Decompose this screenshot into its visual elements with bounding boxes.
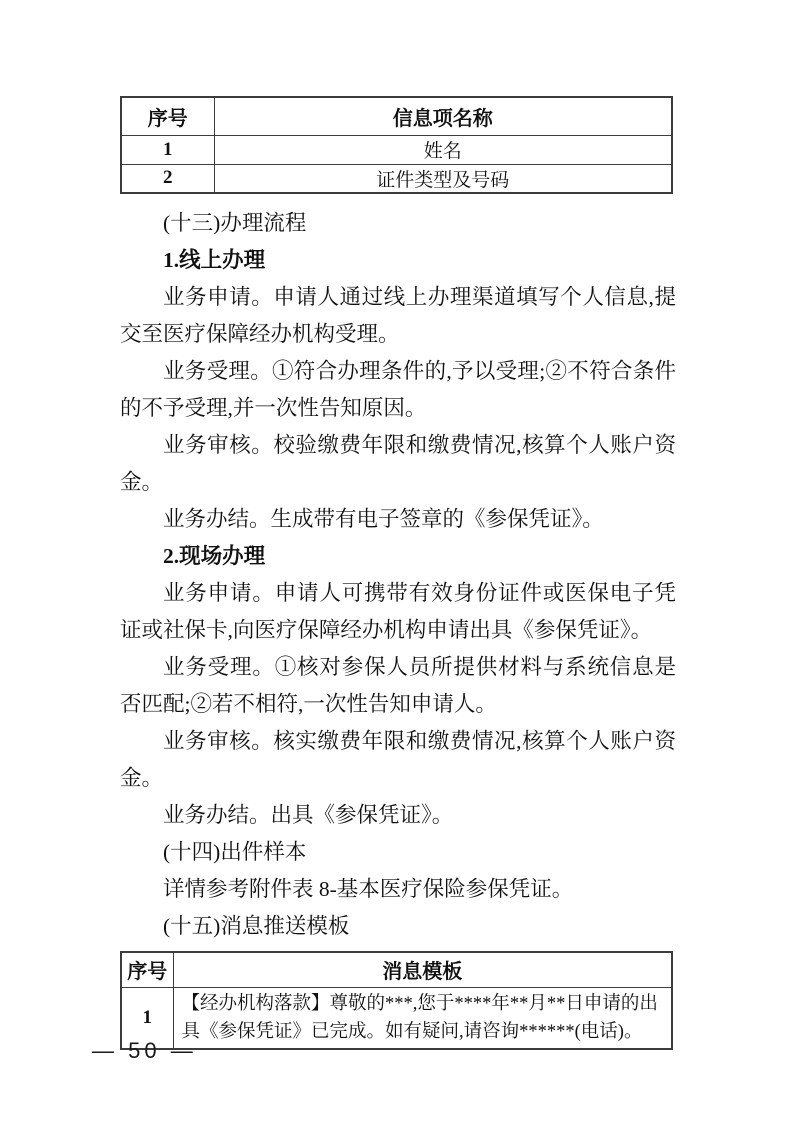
info-row-2-no: 2 <box>121 164 214 193</box>
subheading-onsite-processing: 2.现场办理 <box>163 544 266 568</box>
info-row-1-name: 姓名 <box>214 135 672 164</box>
message-table-header-row <box>121 952 672 987</box>
message-row-1-template: 【经办机构落款】尊敬的***,您于****年**月**日申请的出具《参保凭证》已完成。如有疑问,请咨询******(电话)。 <box>173 987 672 1049</box>
section-heading-15: (十五)消息推送模板 <box>163 914 350 938</box>
info-table-header-no: 序号 <box>121 97 214 135</box>
document-body <box>120 205 676 945</box>
document-page <box>120 96 676 1050</box>
table-row <box>121 135 672 164</box>
paragraph-online-accept: 业务受理。①符合办理条件的,予以受理;②不符合条件的不予受理,并一次性告知原因。 <box>120 359 676 420</box>
table-row <box>121 164 672 193</box>
message-table-header-no: 序号 <box>121 952 173 987</box>
message-template-table <box>120 951 673 1050</box>
section-heading-14: (十四)出件样本 <box>163 840 307 864</box>
subheading-online-processing: 1.线上办理 <box>163 248 266 272</box>
info-row-2-name: 证件类型及号码 <box>214 164 672 193</box>
info-table-header-row <box>121 97 672 135</box>
paragraph-sample-reference: 详情参考附件表 8-基本医疗保险参保凭证。 <box>163 877 574 901</box>
paragraph-onsite-apply: 业务申请。申请人可携带有效身份证件或医保电子凭证或社保卡,向医疗保障经办机构申请出具《参保凭证》。 <box>120 581 676 642</box>
table-row <box>121 987 672 1049</box>
info-items-table <box>120 96 673 194</box>
page-number: — 50 — <box>92 1038 197 1063</box>
paragraph-onsite-accept: 业务受理。①核对参保人员所提供材料与系统信息是否匹配;②若不相符,一次性告知申请人。 <box>120 655 676 716</box>
info-row-1-no: 1 <box>121 135 214 164</box>
info-table-header-name: 信息项名称 <box>214 97 672 135</box>
paragraph-onsite-review: 业务审核。核实缴费年限和缴费情况,核算个人账户资金。 <box>120 729 676 790</box>
message-row-1-no: 1 <box>121 987 173 1049</box>
paragraph-online-apply: 业务申请。申请人通过线上办理渠道填写个人信息,提交至医疗保障经办机构受理。 <box>120 285 676 346</box>
paragraph-onsite-finish: 业务办结。出具《参保凭证》。 <box>163 803 454 827</box>
paragraph-online-finish: 业务办结。生成带有电子签章的《参保凭证》。 <box>163 507 604 531</box>
message-table-header-template: 消息模板 <box>173 952 672 987</box>
section-heading-13: (十三)办理流程 <box>163 211 307 235</box>
paragraph-online-review: 业务审核。校验缴费年限和缴费情况,核算个人账户资金。 <box>120 433 676 494</box>
